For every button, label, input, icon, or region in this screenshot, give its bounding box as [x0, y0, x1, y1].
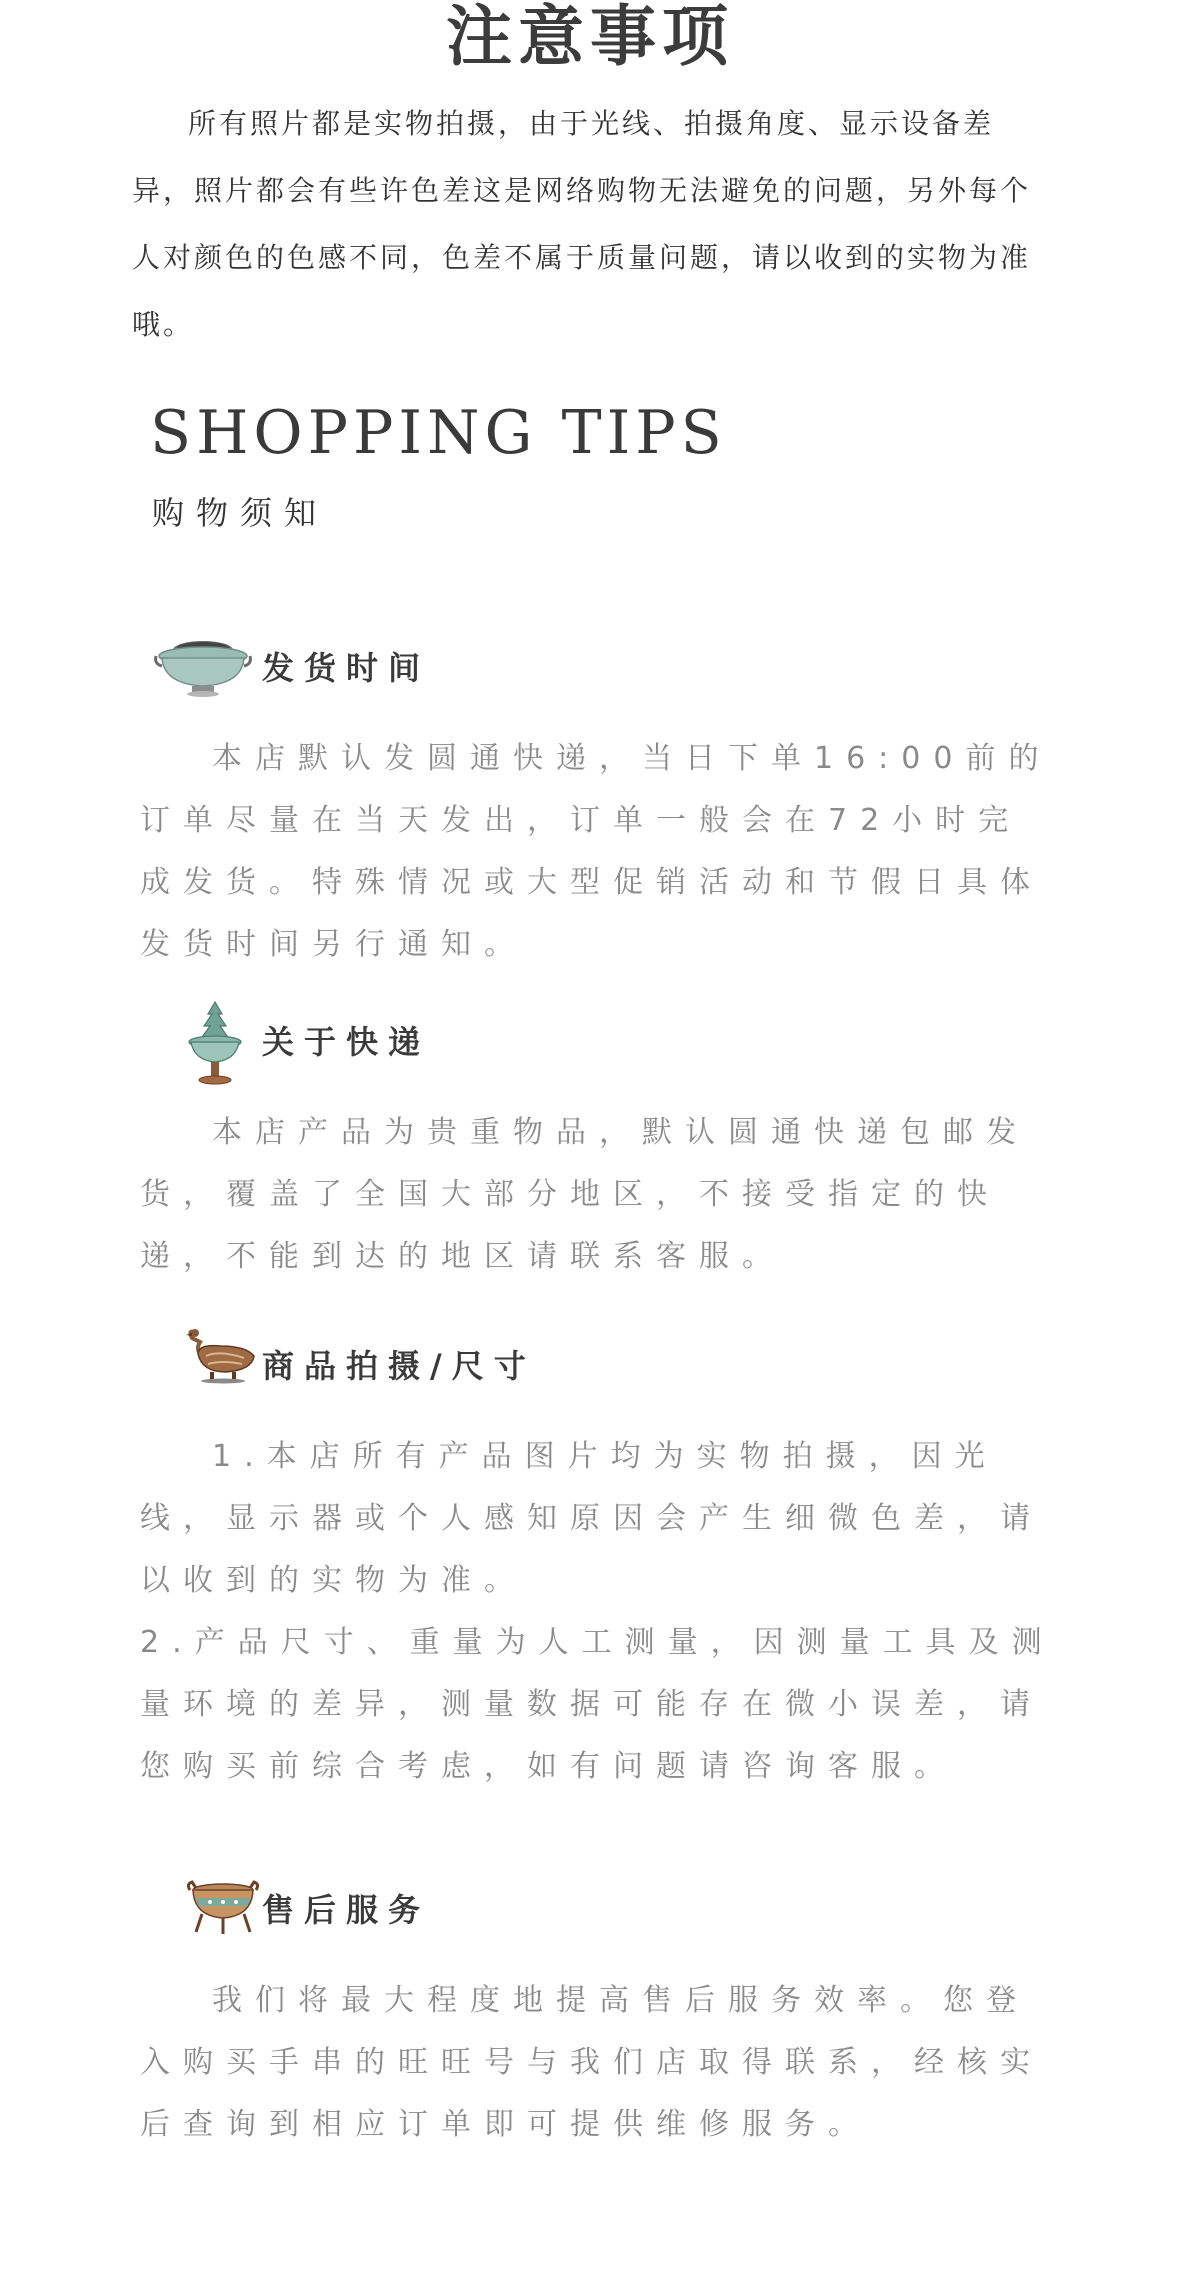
paragraph: 我们将最大程度地提高售后服务效率。您登入购买手串的旺旺号与我们店取得联系，经核实后查询到相应订单即可提供维修服务。: [140, 1983, 1043, 2142]
page-title: 注意事项: [446, 0, 734, 75]
section-heading-about-delivery: 关于快递: [262, 1023, 431, 1061]
section-body-shipping-time: [140, 728, 1060, 976]
section-heading-photo-size: 商品拍摄/尺寸: [262, 1347, 536, 1385]
shopping-tips-subtitle: 购物须知: [152, 494, 329, 532]
section-body-about-delivery: [140, 1102, 1060, 1288]
censer-goblet-icon: [186, 1000, 244, 1086]
bird-censer-icon: [186, 1326, 258, 1384]
section-body-photo-size: [140, 1426, 1060, 1798]
section-heading-after-sales: 售后服务: [262, 1891, 431, 1929]
paragraph: 本店产品为贵重物品，默认圆通快递包邮发货，覆盖了全国大部分地区，不接受指定的快递，不能到达的地区请联系客服。: [140, 1115, 1029, 1274]
section-body-after-sales: [140, 1970, 1060, 2156]
paragraph: 本店默认发圆通快递，当日下单16:00前的订单尽量在当天发出，订单一般会在72小时完成发货。特殊情况或大型促销活动和节假日具体发货时间另行通知。: [140, 741, 1052, 962]
section-heading-shipping-time: 发货时间: [262, 649, 431, 687]
paragraph: 1.本店所有产品图片均为实物拍摄，因光线，显示器或个人感知原因会产生细微色差，请以收到的实物为准。: [140, 1439, 1043, 1598]
paragraph: 2.产品尺寸、重量为人工测量，因测量工具及测量环境的差异，测量数据可能存在微小误差，请您购买前综合考虑，如有问题请咨询客服。: [140, 1625, 1055, 1784]
incense-burner-icon: [152, 636, 254, 698]
tripod-censer-icon: [186, 1876, 260, 1936]
shopping-tips-title: SHOPPING TIPS: [150, 398, 727, 468]
notice-paragraph: 所有照片都是实物拍摄，由于光线、拍摄角度、显示设备差异，照片都会有些许色差这是网络购物无法避免的问题，另外每个人对颜色的色感不同，色差不属于质量问题，请以收到的实物为准哦。: [132, 107, 1032, 341]
